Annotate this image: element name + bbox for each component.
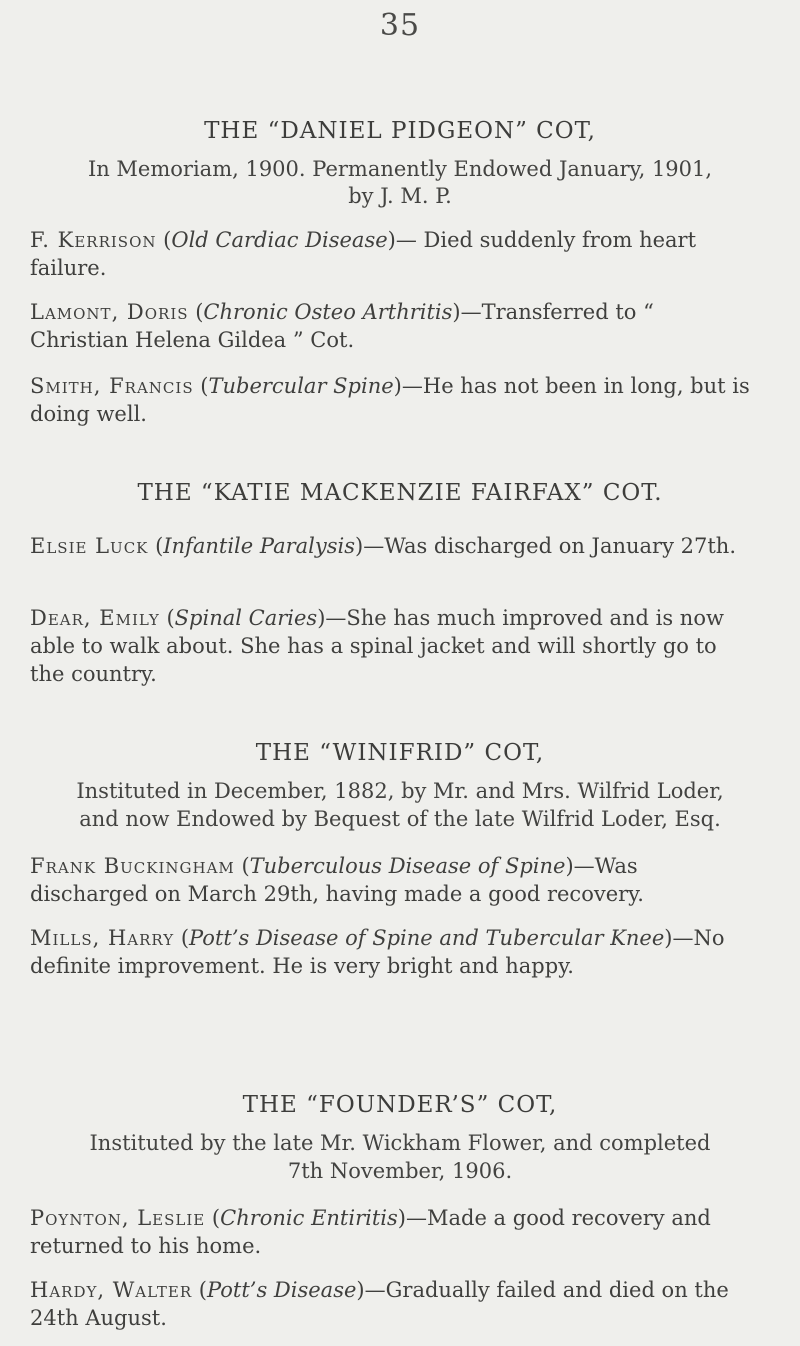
patient-diagnosis: Pott’s Disease of Spine and Tubercular Knee [189, 926, 665, 950]
patient-diagnosis: Tubercular Spine [208, 374, 394, 398]
patient-entry: Poynton, Leslie (Chronic Entiritis)—Made a good recovery and returned to his home. [30, 1206, 711, 1258]
patient-name: Hardy, Walter [30, 1278, 193, 1302]
section-subline: Instituted by the late Mr. Wickham Flower, and completed [89, 1131, 711, 1155]
patient-diagnosis: Infantile Paralysis [163, 534, 355, 558]
section-subline: by J. M. P. [348, 184, 452, 208]
patient-diagnosis: Old Cardiac Disease [171, 228, 388, 252]
section-heading-founders: THE “FOUNDER’S” COT, [242, 1092, 558, 1118]
patient-name: Smith, Francis [30, 374, 194, 398]
patient-note: Gradually failed and died on the 24th August. [30, 1278, 729, 1330]
section-subline: and now Endowed by Bequest of the late Wilfrid Loder, Esq. [79, 807, 721, 831]
section-heading-daniel-pidgeon: THE “DANIEL PIDGEON” COT, [204, 118, 596, 144]
section-subline: In Memoriam, 1900. Permanently Endowed January, 1901, [87, 157, 713, 181]
patient-name: F. Kerrison [30, 228, 157, 252]
patient-entry: F. Kerrison (Old Cardiac Disease)— Died suddenly from heart failure. [30, 228, 697, 280]
section-heading-katie-mackenzie-fairfax: THE “KATIE MACKENZIE FAIRFAX” COT. [137, 480, 663, 506]
patient-name: Mills, Harry [30, 926, 175, 950]
patient-name: Elsie Luck [30, 534, 149, 558]
section-heading-winifrid: THE “WINIFRID” COT, [255, 740, 545, 766]
patient-entry: Mills, Harry (Pott’s Disease of Spine and Tubercular Knee)—No definite improvement. He is very bright and happy. [30, 926, 725, 978]
patient-diagnosis: Chronic Entiritis [220, 1206, 398, 1230]
patient-name: Poynton, Leslie [30, 1206, 206, 1230]
patient-diagnosis: Spinal Caries [174, 606, 318, 630]
patient-diagnosis: Chronic Osteo Arthritis [203, 300, 453, 324]
patient-entry: Smith, Francis (Tubercular Spine)—He has not been in long, but is doing well. [30, 374, 750, 426]
page-number: 35 [379, 8, 421, 43]
patient-note: Was discharged on March 29th, having made a good recovery. [30, 854, 644, 906]
patient-diagnosis: Tuberculous Disease of Spine [249, 854, 566, 878]
patient-note: She has much improved and is now able to walk about. She has a spinal jacket and will shortly go to the country. [30, 606, 724, 686]
patient-note: Was discharged on January 27th. [384, 534, 736, 558]
patient-name: Lamont, Doris [30, 300, 189, 324]
patient-note: Transferred to “ Christian Helena Gildea ” Cot. [30, 300, 654, 352]
section-subline: 7th November, 1906. [287, 1159, 513, 1183]
patient-note: Died suddenly from heart failure. [30, 228, 697, 280]
patient-name: Dear, Emily [30, 606, 160, 630]
patient-entry: Elsie Luck (Infantile Paralysis)—Was discharged on January 27th. [30, 534, 736, 558]
patient-entry: Dear, Emily (Spinal Caries)—She has much improved and is now able to walk about. She has a spinal jacket and will shortly go to the country. [30, 606, 724, 686]
patient-note: He has not been in long, but is doing well. [30, 374, 750, 426]
patient-entry: Frank Buckingham (Tuberculous Disease of Spine)—Was discharged on March 29th, having made a good recovery. [30, 854, 644, 906]
patient-note: Made a good recovery and returned to his home. [30, 1206, 711, 1258]
patient-entry: Hardy, Walter (Pott’s Disease)—Gradually failed and died on the 24th August. [30, 1278, 729, 1330]
patient-note: No definite improvement. He is very bright and happy. [30, 926, 725, 978]
section-subline: Instituted in December, 1882, by Mr. and Mrs. Wilfrid Loder, [76, 779, 724, 803]
patient-diagnosis: Pott’s Disease [207, 1278, 357, 1302]
patient-name: Frank Buckingham [30, 854, 235, 878]
patient-entry: Lamont, Doris (Chronic Osteo Arthritis)—Transferred to “ Christian Helena Gildea ” Cot. [30, 300, 654, 352]
